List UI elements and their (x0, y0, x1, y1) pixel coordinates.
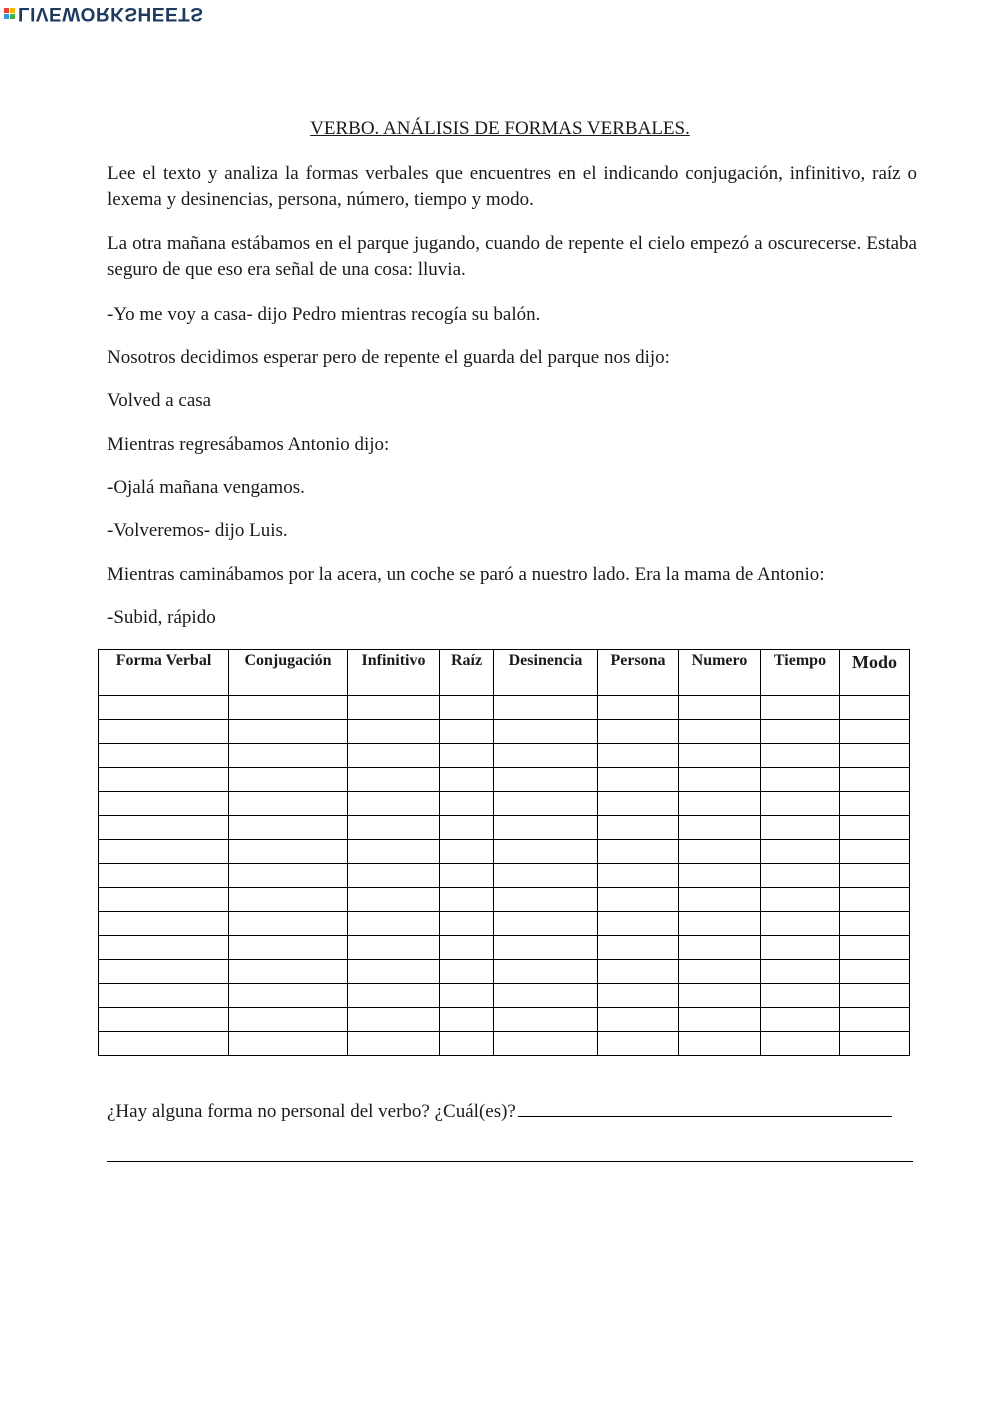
table-cell[interactable] (761, 1008, 840, 1032)
table-cell[interactable] (761, 720, 840, 744)
table-row (99, 1032, 910, 1056)
table-cell[interactable] (598, 840, 679, 864)
table-cell[interactable] (229, 1008, 348, 1032)
table-cell[interactable] (840, 864, 910, 888)
table-cell[interactable] (761, 696, 840, 720)
table-cell[interactable] (229, 792, 348, 816)
table-cell[interactable] (679, 840, 761, 864)
table-cell[interactable] (761, 960, 840, 984)
table-cell[interactable] (840, 792, 910, 816)
table-cell[interactable] (494, 744, 598, 768)
table-cell[interactable] (440, 792, 494, 816)
table-row (99, 864, 910, 888)
table-cell[interactable] (348, 1032, 440, 1056)
table-cell[interactable] (440, 816, 494, 840)
story-paragraph-5: Mientras regresábamos Antonio dijo: (107, 434, 390, 455)
table-cell[interactable] (679, 984, 761, 1008)
question-text: ¿Hay alguna forma no personal del verbo? ¿Cuál(es)? (107, 1101, 516, 1122)
table-row (99, 1008, 910, 1032)
table-cell[interactable] (348, 744, 440, 768)
table-cell[interactable] (348, 936, 440, 960)
table-cell[interactable] (440, 720, 494, 744)
table-cell[interactable] (99, 888, 229, 912)
table-cell[interactable] (598, 888, 679, 912)
table-cell[interactable] (99, 864, 229, 888)
table-cell[interactable] (348, 768, 440, 792)
table-cell[interactable] (348, 696, 440, 720)
table-cell[interactable] (99, 936, 229, 960)
table-row (99, 960, 910, 984)
table-cell[interactable] (679, 744, 761, 768)
table-cell[interactable] (99, 744, 229, 768)
table-cell[interactable] (679, 792, 761, 816)
table-cell[interactable] (761, 1032, 840, 1056)
table-cell[interactable] (229, 816, 348, 840)
table-cell[interactable] (761, 936, 840, 960)
table-cell[interactable] (99, 984, 229, 1008)
table-body (99, 696, 910, 1056)
table-cell[interactable] (440, 936, 494, 960)
table-cell[interactable] (99, 792, 229, 816)
table-cell[interactable] (840, 816, 910, 840)
table-cell[interactable] (229, 720, 348, 744)
table-cell[interactable] (840, 936, 910, 960)
table-cell[interactable] (840, 1032, 910, 1056)
table-cell[interactable] (840, 696, 910, 720)
table-cell[interactable] (598, 792, 679, 816)
table-cell[interactable] (229, 864, 348, 888)
table-cell[interactable] (348, 912, 440, 936)
table-cell[interactable] (761, 984, 840, 1008)
table-cell[interactable] (229, 984, 348, 1008)
table-cell[interactable] (679, 888, 761, 912)
table-cell[interactable] (348, 864, 440, 888)
table-cell[interactable] (348, 984, 440, 1008)
table-cell[interactable] (440, 840, 494, 864)
table-cell[interactable] (598, 912, 679, 936)
header-raiz: Raíz (440, 650, 494, 696)
table-cell[interactable] (229, 912, 348, 936)
story-paragraph-4: Volved a casa (107, 390, 212, 411)
table-cell[interactable] (348, 840, 440, 864)
table-cell[interactable] (440, 960, 494, 984)
story-paragraph-3: Nosotros decidimos esperar pero de repente el guarda del parque nos dijo: (107, 347, 670, 368)
table-cell[interactable] (440, 864, 494, 888)
table-cell[interactable] (761, 744, 840, 768)
table-cell[interactable] (598, 720, 679, 744)
story-paragraph-1: La otra mañana estábamos en el parque jugando, cuando de repente el cielo empezó a oscurecerse. Estaba seguro de que eso era señal de una cosa: lluvia. (107, 233, 917, 280)
table-cell[interactable] (840, 840, 910, 864)
table-cell[interactable] (229, 1032, 348, 1056)
header-modo: Modo (840, 650, 910, 696)
table-cell[interactable] (679, 912, 761, 936)
table-cell[interactable] (494, 984, 598, 1008)
table-cell[interactable] (99, 1032, 229, 1056)
table-cell[interactable] (598, 816, 679, 840)
table-cell[interactable] (440, 888, 494, 912)
header-conjugacion: Conjugación (229, 650, 348, 696)
table-row (99, 696, 910, 720)
table-cell[interactable] (99, 720, 229, 744)
table-cell[interactable] (679, 1032, 761, 1056)
table-cell[interactable] (229, 888, 348, 912)
table-cell[interactable] (840, 912, 910, 936)
table-cell[interactable] (761, 912, 840, 936)
table-cell[interactable] (99, 1008, 229, 1032)
answer-blank-inline[interactable] (518, 1097, 892, 1117)
table-cell[interactable] (229, 960, 348, 984)
table-cell[interactable] (440, 696, 494, 720)
table-cell[interactable] (679, 696, 761, 720)
table-cell[interactable] (348, 1008, 440, 1032)
table-cell[interactable] (494, 912, 598, 936)
table-cell[interactable] (598, 744, 679, 768)
table-cell[interactable] (679, 816, 761, 840)
table-row (99, 768, 910, 792)
table-cell[interactable] (840, 888, 910, 912)
logo-block-red (4, 8, 9, 13)
header-forma-verbal: Forma Verbal (99, 650, 229, 696)
logo-block-green (10, 14, 15, 19)
story-paragraph-6: -Ojalá mañana vengamos. (107, 477, 305, 498)
table-cell[interactable] (679, 936, 761, 960)
table-cell[interactable] (598, 960, 679, 984)
table-cell[interactable] (494, 816, 598, 840)
table-cell[interactable] (99, 840, 229, 864)
story-paragraph-8: Mientras caminábamos por la acera, un coche se paró a nuestro lado. Era la mama de Antonio: (107, 564, 825, 585)
table-row (99, 936, 910, 960)
logo-block-blue (4, 14, 9, 19)
table-cell[interactable] (494, 720, 598, 744)
table-row (99, 816, 910, 840)
table-cell[interactable] (679, 960, 761, 984)
table-cell[interactable] (598, 984, 679, 1008)
table-cell[interactable] (761, 768, 840, 792)
table-cell[interactable] (229, 696, 348, 720)
table-cell[interactable] (494, 864, 598, 888)
table-cell[interactable] (348, 720, 440, 744)
table-cell[interactable] (598, 768, 679, 792)
table-cell[interactable] (840, 768, 910, 792)
story-paragraph-9: -Subid, rápido (107, 607, 216, 628)
table-cell[interactable] (840, 1008, 910, 1032)
table-cell[interactable] (840, 984, 910, 1008)
table-row (99, 888, 910, 912)
table-cell[interactable] (494, 768, 598, 792)
table-row (99, 720, 910, 744)
table-cell[interactable] (761, 792, 840, 816)
table-cell[interactable] (440, 768, 494, 792)
header-desinencia: Desinencia (494, 650, 598, 696)
table-row (99, 840, 910, 864)
table-cell[interactable] (99, 816, 229, 840)
table-cell[interactable] (679, 720, 761, 744)
table-cell[interactable] (99, 768, 229, 792)
table-cell[interactable] (440, 1032, 494, 1056)
table-cell[interactable] (440, 744, 494, 768)
story-paragraph-2: -Yo me voy a casa- dijo Pedro mientras recogía su balón. (107, 304, 541, 325)
table-cell[interactable] (348, 816, 440, 840)
table-header-row (99, 650, 910, 696)
table-row (99, 744, 910, 768)
table-cell[interactable] (840, 720, 910, 744)
table-cell[interactable] (99, 696, 229, 720)
table-cell[interactable] (494, 936, 598, 960)
table-cell[interactable] (598, 936, 679, 960)
header-persona: Persona (598, 650, 679, 696)
table-row (99, 792, 910, 816)
table-cell[interactable] (761, 888, 840, 912)
table-cell[interactable] (494, 840, 598, 864)
table-cell[interactable] (598, 1008, 679, 1032)
logo-block-yellow (10, 8, 15, 13)
table-cell[interactable] (348, 888, 440, 912)
table-cell[interactable] (840, 744, 910, 768)
table-cell[interactable] (348, 792, 440, 816)
story-paragraph-7: -Volveremos- dijo Luis. (107, 520, 288, 541)
table-cell[interactable] (761, 816, 840, 840)
table-cell[interactable] (598, 864, 679, 888)
table-cell[interactable] (99, 912, 229, 936)
verb-analysis-table (98, 649, 910, 1056)
table-cell[interactable] (494, 1008, 598, 1032)
liveworksheets-logo (4, 2, 203, 24)
table-cell[interactable] (440, 1008, 494, 1032)
table-cell[interactable] (840, 960, 910, 984)
table-row (99, 984, 910, 1008)
page-title: VERBO. ANÁLISIS DE FORMAS VERBALES. (310, 118, 690, 139)
table-cell[interactable] (598, 1032, 679, 1056)
logo-text: LIVEWORKSHEETS (18, 3, 204, 24)
table-cell[interactable] (229, 768, 348, 792)
table-cell[interactable] (229, 840, 348, 864)
table-cell[interactable] (99, 960, 229, 984)
table-cell[interactable] (229, 936, 348, 960)
logo-color-blocks (4, 8, 15, 19)
table-cell[interactable] (679, 768, 761, 792)
table-cell[interactable] (494, 1032, 598, 1056)
table-cell[interactable] (494, 960, 598, 984)
instructions: Lee el texto y analiza la formas verbales que encuentres en el indicando conjugación, infinitivo, raíz o lexema y desinencias, persona, número, tiempo y modo. (107, 163, 917, 210)
header-tiempo: Tiempo (761, 650, 840, 696)
table-cell[interactable] (761, 840, 840, 864)
answer-blank-line[interactable] (107, 1160, 913, 1162)
table-cell[interactable] (679, 864, 761, 888)
header-infinitivo: Infinitivo (348, 650, 440, 696)
table-cell[interactable] (494, 888, 598, 912)
table-row (99, 912, 910, 936)
question-no-personal (107, 1097, 892, 1123)
header-numero: Numero (679, 650, 761, 696)
table-cell[interactable] (440, 984, 494, 1008)
table-cell[interactable] (761, 864, 840, 888)
table-cell[interactable] (494, 792, 598, 816)
table-cell[interactable] (598, 696, 679, 720)
table-cell[interactable] (494, 696, 598, 720)
table-cell[interactable] (348, 960, 440, 984)
table-cell[interactable] (440, 912, 494, 936)
table-cell[interactable] (229, 744, 348, 768)
table-cell[interactable] (679, 1008, 761, 1032)
